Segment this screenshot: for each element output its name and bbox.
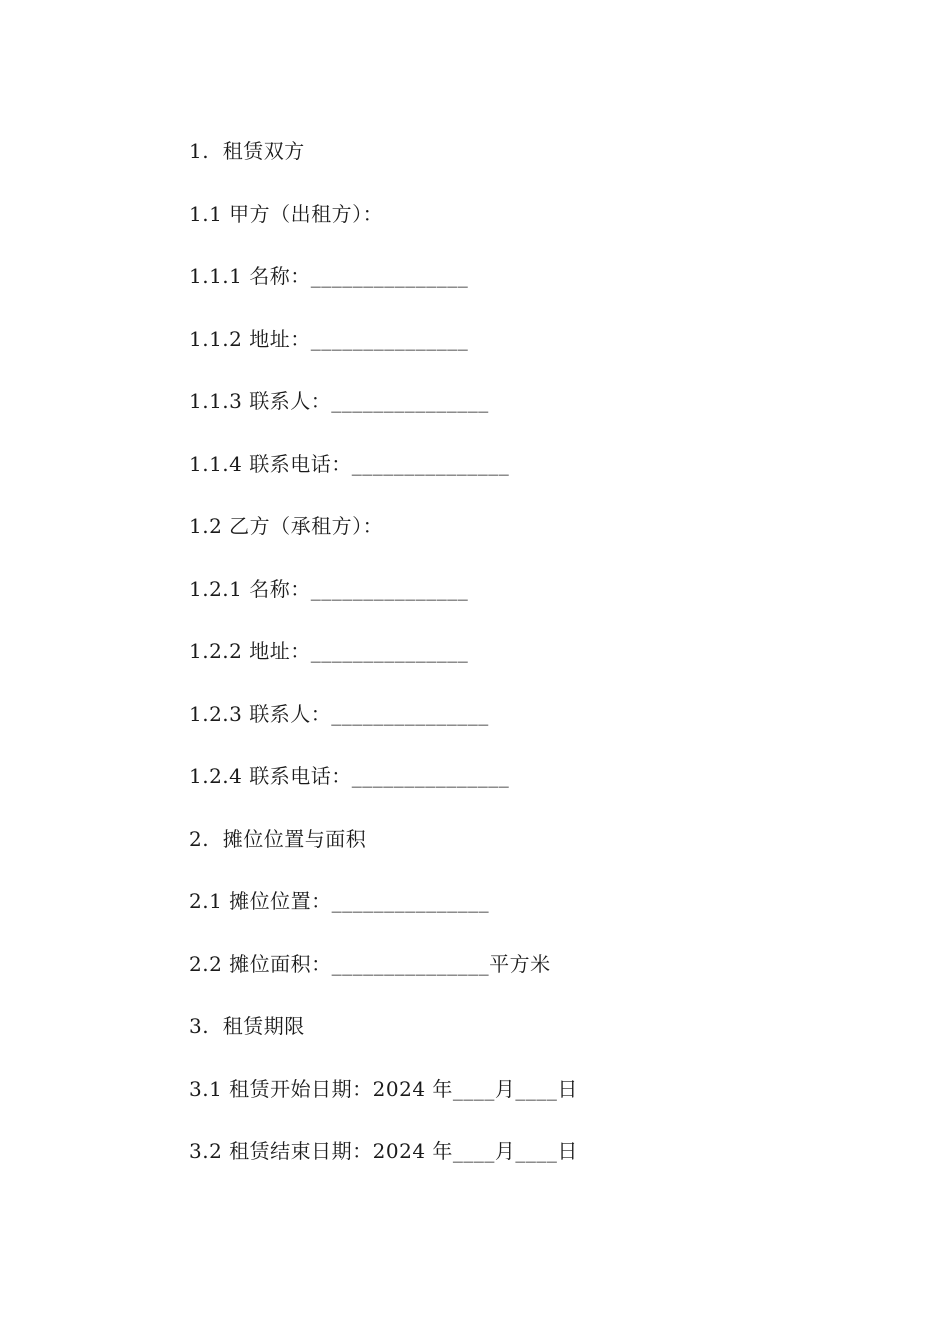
party-a-phone-line: 1.1.4 联系电话：_______________ [189,451,510,476]
party-a-heading: 1.1 甲方（出租方）： [189,201,384,226]
term-start-line: 3.1 租赁开始日期：2024 年____月____日 [189,1076,578,1101]
term-end-line: 3.2 租赁结束日期：2024 年____月____日 [189,1139,578,1163]
stall-location-line: 2.1 摊位位置：_______________ [189,889,490,913]
party-a-name-line: 1.1.1 名称：_______________ [189,264,469,288]
party-a-address-line: 1.1.2 地址：_______________ [189,326,469,351]
stall-area-line: 2.2 摊位面积：_______________平方米 [189,951,551,976]
party-a-contact-line: 1.1.3 联系人：_______________ [189,389,489,413]
section-heading-term: 3. 租赁期限 [189,1014,305,1038]
document-body [189,136,869,1199]
party-b-phone-line: 1.2.4 联系电话：_______________ [189,764,510,788]
party-b-heading: 1.2 乙方（承租方）： [189,514,384,538]
party-b-name-line: 1.2.1 名称：_______________ [189,576,469,601]
section-heading-stall: 2. 摊位位置与面积 [189,826,367,851]
party-b-address-line: 1.2.2 地址：_______________ [189,639,469,663]
section-heading-parties: 1. 租赁双方 [189,139,305,163]
party-b-contact-line: 1.2.3 联系人：_______________ [189,701,489,726]
